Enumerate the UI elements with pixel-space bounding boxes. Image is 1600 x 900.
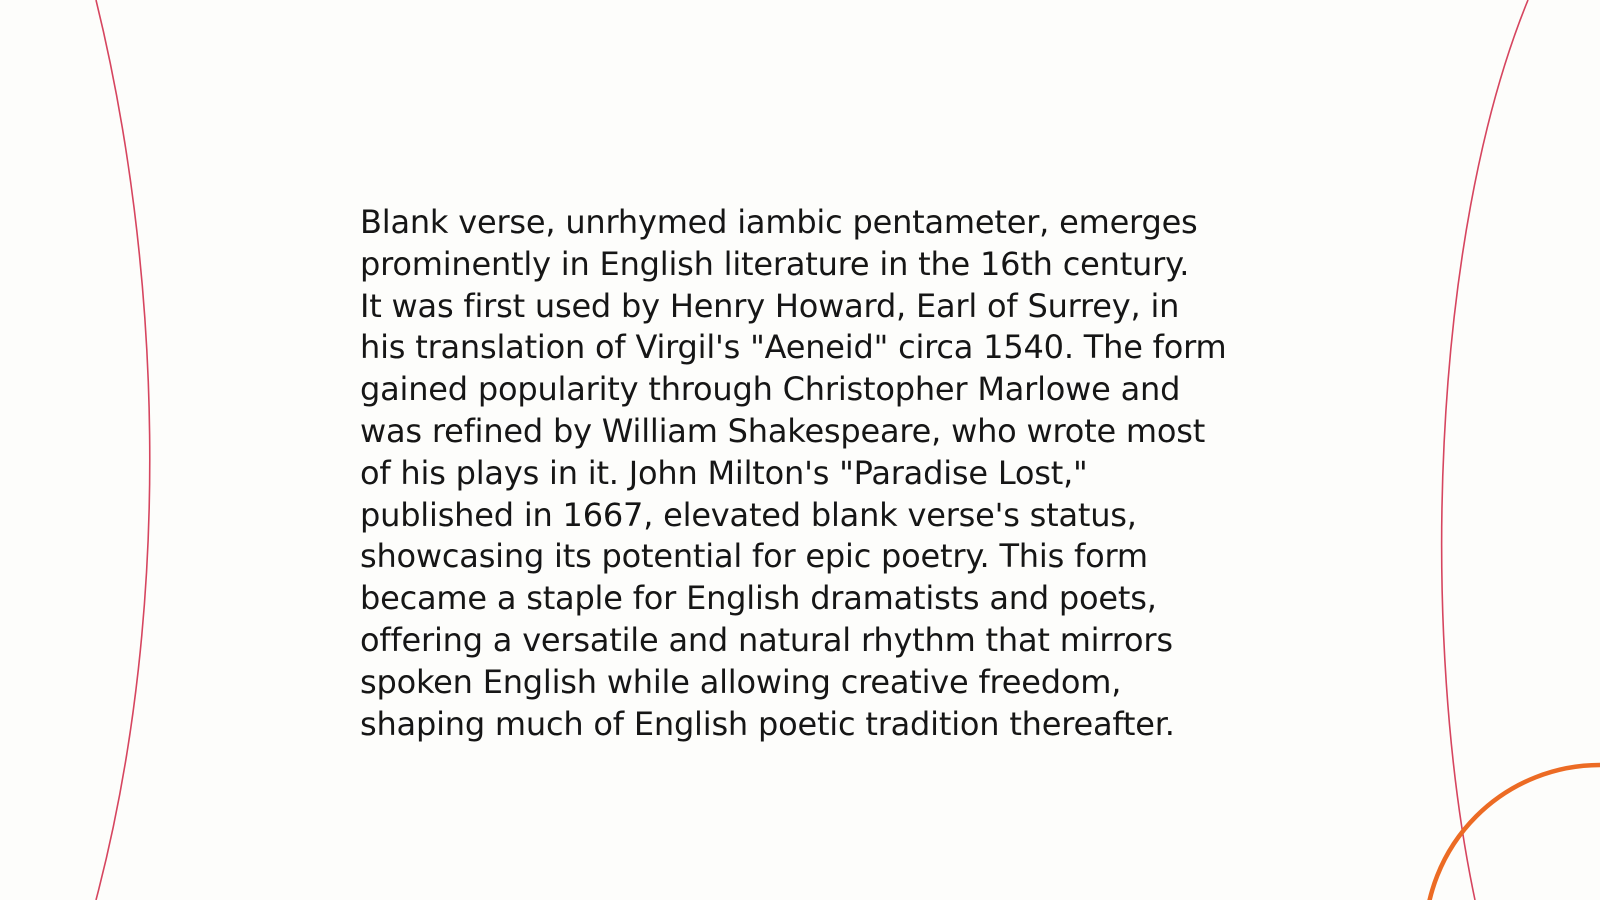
body-paragraph — [360, 202, 1260, 745]
text-line: became a staple for English dramatists and poets, — [360, 579, 1157, 618]
text-line: gained popularity through Christopher Marlowe and — [360, 370, 1181, 409]
left-curve — [96, 0, 150, 900]
text-line: of his plays in it. John Milton's "Paradise Lost," — [360, 453, 1088, 492]
text-line: It was first used by Henry Howard, Earl of Surrey, in — [360, 286, 1180, 325]
text-line: his translation of Virgil's "Aeneid" circa 1540. The form — [360, 328, 1227, 367]
text-line: published in 1667, elevated blank verse's status, — [360, 495, 1137, 534]
text-line: was refined by William Shakespeare, who wrote most — [360, 411, 1206, 450]
text-line: offering a versatile and natural rhythm that mirrors — [360, 620, 1173, 659]
text-line: Blank verse, unrhymed iambic pentameter, emerges — [360, 203, 1198, 241]
text-line: spoken English while allowing creative freedom, — [360, 662, 1122, 701]
right-curve — [1442, 0, 1528, 900]
text-line: showcasing its potential for epic poetry. This form — [360, 537, 1148, 576]
text-line: shaping much of English poetic tradition thereafter. — [360, 704, 1175, 743]
text-line: prominently in English literature in the 16th century. — [360, 244, 1190, 283]
orange-circle — [1425, 765, 1600, 900]
